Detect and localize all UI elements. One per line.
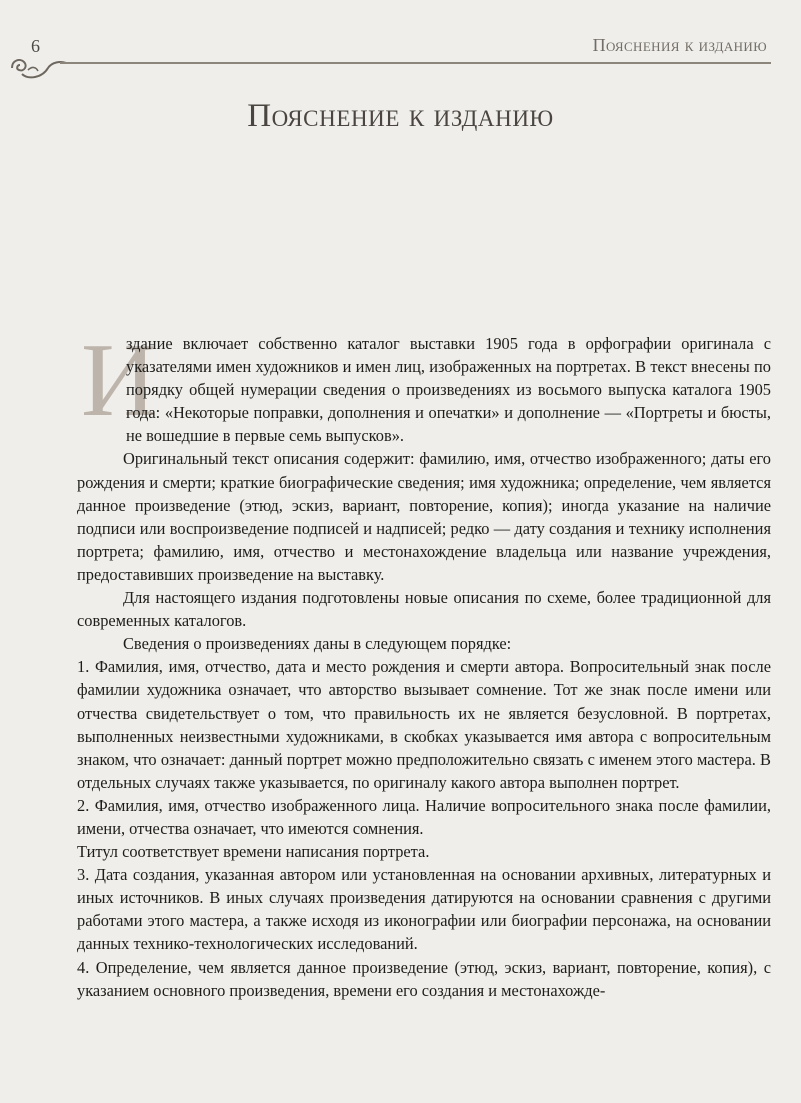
drop-cap: И [81,321,157,438]
paragraph-order-intro: Сведения о произведениях даны в следующем порядке: [123,634,512,654]
page-title: Пояснение к изданию [247,98,554,134]
title-note: Титул соответствует времени написания портрета. [77,842,430,862]
paragraph-intro-text: здание включает собственно каталог выставки 1905 года в орфографии оригинала с указателями имен художников и имен лиц, изображенных на портретах. В текст внесены по порядку общей нумерации сведения о произведениях из восьмого выпуска каталога 1905 года: «Некоторые поправки, дополнения и опечатки» и дополнение — «Портреты и бюсты, не вошедшие в первые семь выпусков». [126,334,771,446]
body-text [77,332,771,1002]
list-item-2: 2. Фамилия, имя, отчество изображенного лица. Наличие вопросительного знака после фамилии, имени, отчества означает, что имеются сомнения. [77,795,771,838]
drop-cap-space [77,332,126,424]
page-number: 6 [31,36,40,56]
ornament-icon [8,50,78,84]
list-item-3: 3. Дата создания, указанная автором или установленная на основании архивных, литературных и иных источников. В иных случаях произведения датируются на основании сравнения с другими работами этого мастера, а также исходя из иконографии или биографии персонажа, на основании данных технико-технологических исследований. [77,865,771,954]
paragraph-new-descriptions: Для настоящего издания подготовлены новые описания по схеме, более традиционной для современных каталогов. [77,588,771,631]
running-head: Пояснения к изданию [592,35,767,55]
header-rule [60,62,771,64]
list-item-1: 1. Фамилия, имя, отчество, дата и место рождения и смерти автора. Вопросительный знак после фамилии художника означает, что авторство вызывает сомнение. Тот же знак после имени или отчества свидетельствует о том, что правильность их не является безусловной. В портретах, выполненных неизвестными художниками, в скобках указывается имя автора с вопросительным знаком, что означает: данный портрет можно предположительно связать с именем этого мастера. В отдельных случаях также указывается, по оригиналу какого автора выполнен портрет. [77,657,771,792]
list-item-4: 4. Определение, чем является данное произведение (этюд, эскиз, вариант, повторение, копия), с указанием основного произведения, времени его создания и местонахожде- [77,957,771,1000]
paragraph-intro [77,332,771,447]
paragraph-original-text: Оригинальный текст описания содержит: фамилию, имя, отчество изображенного; даты его рождения и смерти; краткие биографические сведения; имя художника; определение, чем является данное произведение (этюд, эскиз, вариант, повторение, копия); иногда указание на наличие подписи или воспроизведение подписей и надписей; редко — дату создания и технику исполнения портрета; фамилию, имя, отчество и местонахождение владельца или название учреждения, предоставивших произведение на выставку. [77,449,771,584]
